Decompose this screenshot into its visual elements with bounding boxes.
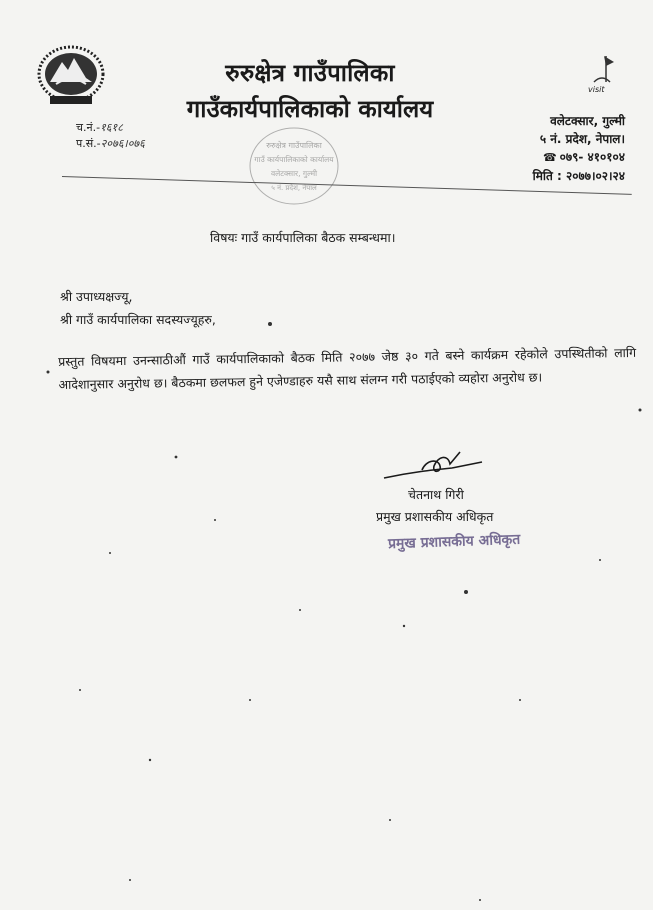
visit-logo-text: visit <box>588 85 605 94</box>
patra-sankhya: प.सं.-२०७६।०७६ <box>76 137 145 150</box>
office-subtitle: गाउँकार्यपालिकाको कार्यालय <box>186 95 434 123</box>
stamp-line-4: ५ नं. प्रदेश, नेपाल <box>271 184 317 192</box>
addressee-line-2: श्री गाउँ कार्यपालिका सदस्यज्यूहरु, <box>60 312 216 327</box>
stamp-line-2: गाउँ कार्यपालिकाको कार्यालय <box>254 155 334 164</box>
address-line-2: ५ नं. प्रदेश, नेपाल। <box>539 132 625 146</box>
letter-subject: विषयः गाउँ कार्यपालिका बैठक सम्बन्धमा। <box>210 230 396 245</box>
phone-line: ☎ ०७९- ४१०१०४ <box>542 150 625 164</box>
letter-body: प्रस्तुत विषयमा उनन्साठीऔं गाउँ कार्यपालिकाको बैठक मिति २०७७ जेष्ठ ३० गते बस्ने कार्यक्रम रहेकोले उपस्थितीको लागि आदेशानुसार अनुरोध छ। बैठकमा छलफल हुने एजेण्डाहरु यसै साथ संलग्न गरी पठाईएको व्यहोरा अनुरोध छ। <box>58 344 637 392</box>
stamp-line-3: वलेटक्सार, गुल्मी <box>270 169 318 178</box>
reference-block <box>76 120 145 152</box>
handwritten-signature <box>382 448 492 484</box>
addressee-line-1: श्री उपाध्यक्षज्यू, <box>60 289 133 304</box>
address-line-1: वलेटक्सार, गुल्मी <box>550 114 625 128</box>
telephone-icon: ☎ <box>542 151 557 164</box>
stamp-line-1: रुरुक्षेत्र गाउँपालिका <box>266 141 322 150</box>
letter-date: मिति : २०७७।०२।२४ <box>532 169 625 183</box>
signatory-title: प्रमुख प्रशासकीय अधिकृत <box>376 509 494 524</box>
signatory-name: चेतनाथ गिरी <box>408 487 464 502</box>
nepal-emblem-icon <box>36 44 106 108</box>
office-address <box>533 112 625 185</box>
office-name: रुरुक्षेत्र गाउँपालिका <box>225 59 395 87</box>
chalani-number: च.नं.-१६१८ <box>76 121 123 134</box>
visit-nepal-logo-icon <box>584 52 620 96</box>
designation-stamp: प्रमुख प्रशासकीय अधिकृत <box>387 531 521 553</box>
office-stamp <box>246 124 342 208</box>
